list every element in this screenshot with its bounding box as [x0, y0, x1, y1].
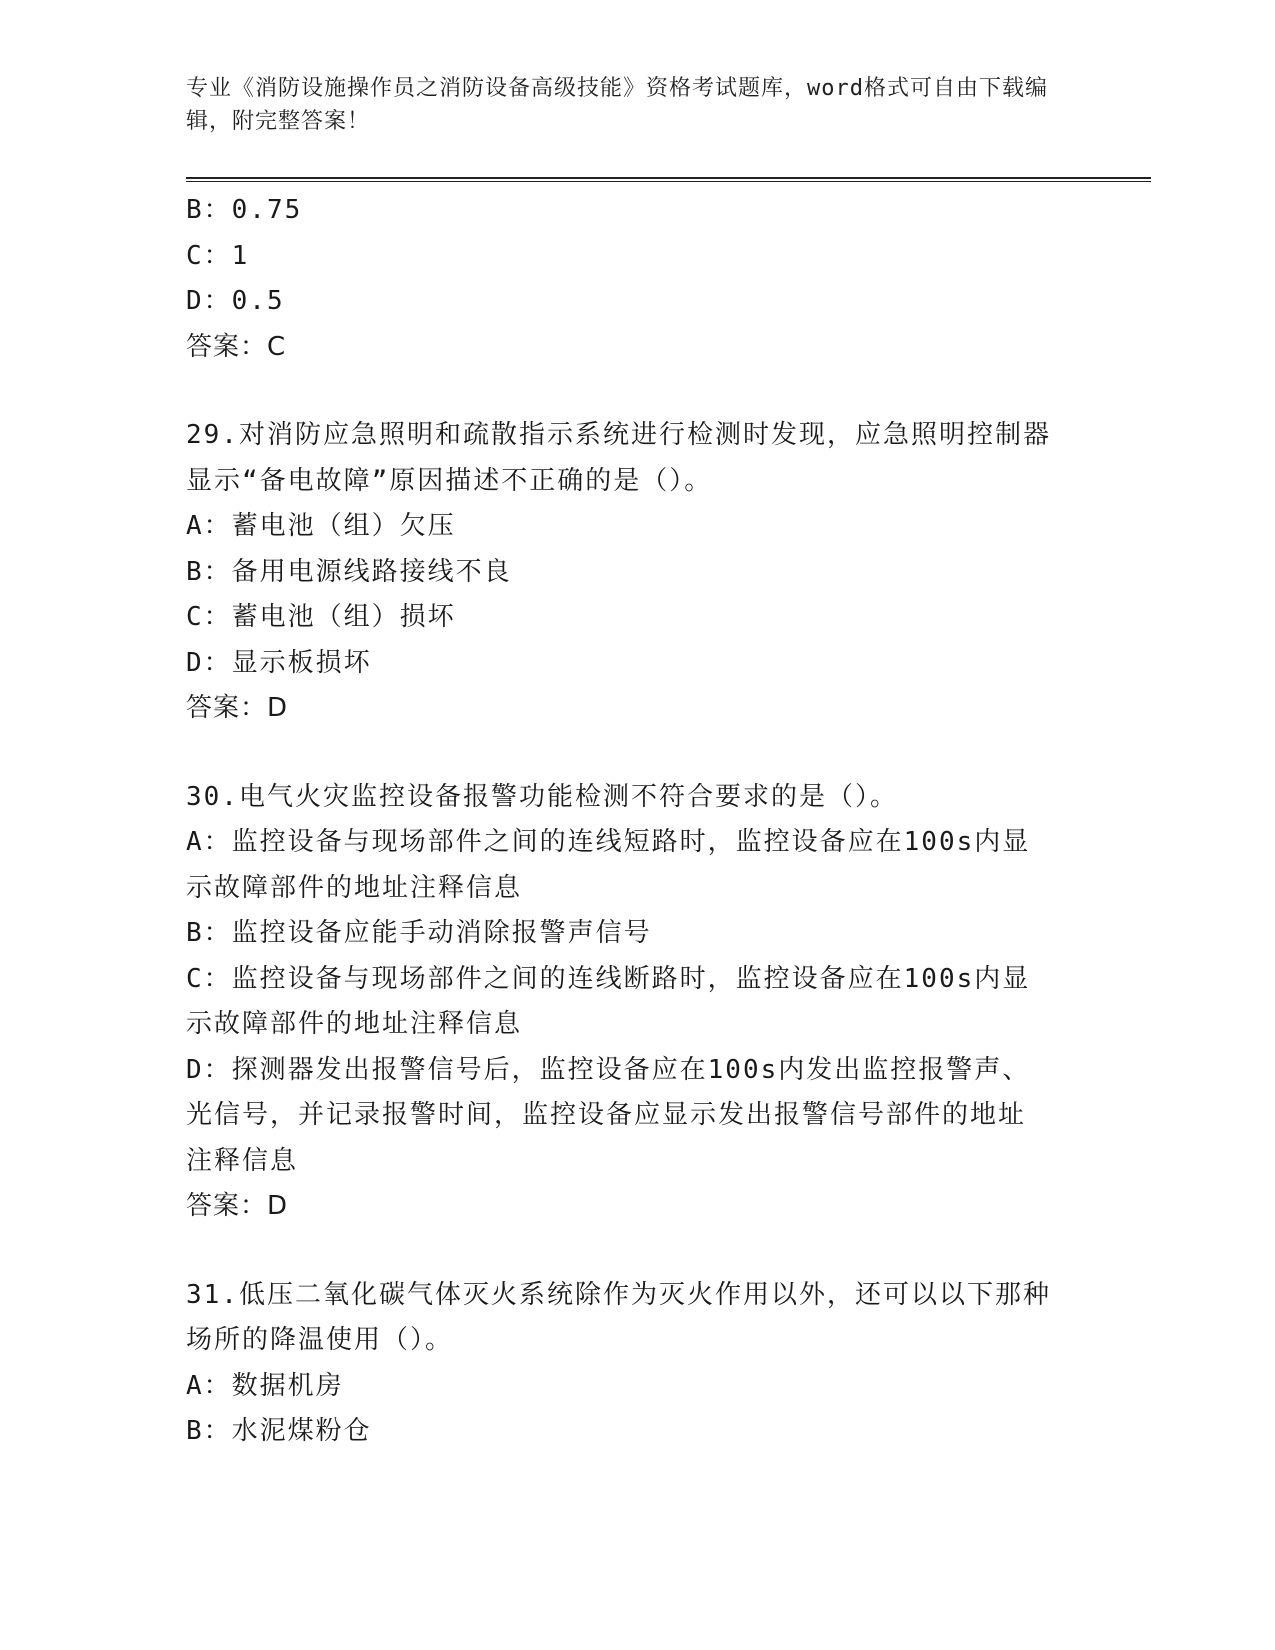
- question-stem: 29.对消防应急照明和疏散指示系统进行检测时发现，应急照明控制器: [186, 420, 1051, 450]
- option-c-continued: 示故障部件的地址注释信息: [186, 1009, 523, 1039]
- question-spacer: [186, 1230, 1066, 1273]
- option-b: B：水泥煤粉仓: [186, 1416, 372, 1446]
- option-d: D：显示板损坏: [186, 647, 372, 678]
- option-c: C：监控设备与现场部件之间的连线断路时，监控设备应在100s内显: [186, 963, 1031, 994]
- option-a-continued: 示故障部件的地址注释信息: [186, 872, 523, 903]
- question-list: [186, 188, 1066, 1455]
- header-divider-thick: [186, 177, 1151, 179]
- option-a: A：数据机房: [186, 1370, 344, 1401]
- option-c: C：蓄电池（组）损坏: [186, 602, 456, 632]
- question-28-tail: [186, 188, 1066, 370]
- option-c: C：1: [186, 240, 250, 271]
- option-b: B：0.75: [186, 195, 303, 225]
- option-d-continued: 光信号，并记录报警时间，监控设备应显示发出报警信号部件的地址: [186, 1100, 1027, 1130]
- option-b: B：备用电源线路接线不良: [186, 556, 512, 587]
- question-stem-continued: 场所的降温使用（）。: [186, 1325, 454, 1355]
- document-header: 专业《消防设施操作员之消防设备高级技能》资格考试题库，word格式可自由下载编辑，附完整答案！: [186, 76, 1048, 134]
- header-divider-thin: [186, 181, 1151, 182]
- option-a: A：监控设备与现场部件之间的连线短路时，监控设备应在100s内显: [186, 827, 1031, 857]
- question-31: [186, 1273, 1066, 1455]
- question-30: [186, 775, 1066, 1230]
- question-stem-continued: 显示“备电故障”原因描述不正确的是（）。: [186, 465, 713, 496]
- question-spacer: [186, 732, 1066, 775]
- question-29: [186, 413, 1066, 732]
- question-spacer: [186, 370, 1066, 413]
- option-b: B：监控设备应能手动消除报警声信号: [186, 918, 652, 948]
- question-stem: 31.低压二氧化碳气体灭火系统除作为灭火作用以外，还可以以下那种: [186, 1279, 1051, 1310]
- option-d: D：0.5: [186, 286, 285, 316]
- option-a: A：蓄电池（组）欠压: [186, 511, 456, 541]
- option-d: D：探测器发出报警信号后，监控设备应在100s内发出监控报警声、: [186, 1054, 1031, 1085]
- answer: 答案：D: [186, 1191, 289, 1221]
- answer: 答案：D: [186, 693, 289, 723]
- question-stem: 30.电气火灾监控设备报警功能检测不符合要求的是（）。: [186, 781, 898, 812]
- answer: 答案：C: [186, 331, 287, 362]
- option-d-continued: 注释信息: [186, 1145, 299, 1176]
